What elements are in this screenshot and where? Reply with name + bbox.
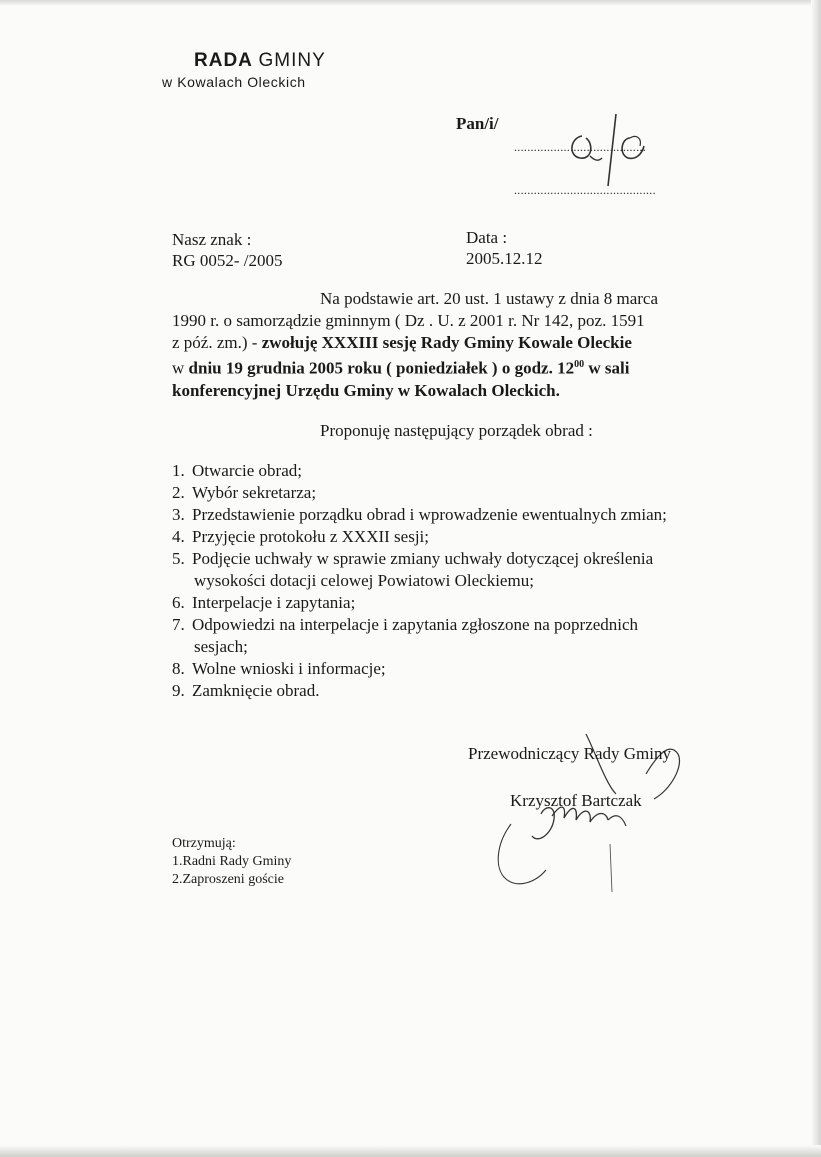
body-line-2: 1990 r. o samorządzie gminnym ( Dz . U. z 2001 r. Nr 142, poz. 1591 — [172, 311, 645, 330]
agenda-item — [172, 592, 772, 614]
session-date-time: dniu 19 grudnia 2005 roku ( poniedziałek ) o godz. 12 — [188, 358, 575, 378]
agenda-item-number: 1. — [172, 461, 185, 480]
agenda-item-number: 8. — [172, 659, 185, 678]
agenda-item-continuation: sesjach; — [194, 637, 248, 656]
agenda-item-text: Interpelacje i zapytania; — [192, 593, 356, 612]
agenda-item — [172, 658, 772, 680]
agenda-item — [172, 504, 772, 526]
addressee-line-1: ........................................ — [514, 140, 646, 154]
agenda-item — [172, 526, 772, 548]
agenda-item-number: 7. — [172, 615, 185, 634]
agenda-item — [172, 460, 772, 482]
agenda-item-number: 3. — [172, 505, 185, 524]
body-line-3-normal: z póź. zm.) - — [172, 333, 262, 352]
agenda-item-text: Zamknięcie obrad. — [192, 681, 320, 700]
letterhead-title — [194, 50, 326, 72]
body-paragraph — [172, 288, 752, 402]
recipients-label: Otrzymują: — [172, 836, 236, 851]
agenda-item-continuation: wysokości dotacji celowej Powiatowi Oleckiemu; — [194, 571, 534, 590]
agenda-item-text: Wybór sekretarza; — [192, 483, 317, 502]
signatory-role: Przewodniczący Rady Gminy — [468, 744, 671, 763]
agenda-item-text: Podjęcie uchwały w sprawie zmiany uchwały dotyczącej określenia — [192, 549, 654, 568]
body-line-4 — [172, 354, 752, 380]
scan-edge-bottom — [0, 1145, 821, 1157]
agenda-item-number: 2. — [172, 483, 185, 502]
scan-edge-right — [811, 0, 821, 1157]
agenda-item-number: 9. — [172, 681, 185, 700]
letterhead-subtitle: w Kowalach Oleckich — [162, 74, 306, 90]
signatory-name: Krzysztof Bartczak — [510, 791, 642, 810]
recipient-item: 1.Radni Rady Gminy — [172, 854, 292, 869]
agenda-item-text: Wolne wnioski i informacje; — [192, 659, 386, 678]
session-time-minutes: 00 — [574, 359, 585, 370]
agenda-item — [172, 482, 772, 504]
recipients-list — [172, 835, 291, 889]
agenda-item-number: 5. — [172, 549, 185, 568]
agenda-item-number: 4. — [172, 527, 185, 546]
letterhead-title-rest: GMINY — [258, 50, 326, 71]
scan-edge-top — [0, 0, 821, 6]
session-venue: konferencyjnej Urzędu Gminy w Kowalach Oleckich. — [172, 380, 560, 400]
agenda-item-text: Przedstawienie porządku obrad i wprowadzenie ewentualnych zmian; — [192, 505, 667, 524]
signature-block — [466, 744, 726, 894]
date-value: 2005.12.12 — [466, 249, 543, 268]
letterhead-title-bold: RADA — [194, 50, 253, 71]
agenda-item-text: Przyjęcie protokołu z XXXII sesji; — [192, 527, 429, 546]
body-line-4-normal: w — [172, 358, 189, 378]
agenda-item-text: Otwarcie obrad; — [192, 461, 302, 480]
session-announcement: zwołuję XXXIII sesję Rady Gminy Kowale Oleckie — [261, 333, 632, 352]
agenda-item-number: 6. — [172, 593, 185, 612]
agenda-intro: Proponuję następujący porządek obrad : — [320, 421, 593, 440]
recipient-item: 2.Zaproszeni goście — [172, 872, 284, 887]
addressee-line-2: ........................................... — [514, 183, 656, 197]
date-label: Data : — [466, 228, 508, 247]
agenda-list — [172, 460, 772, 702]
handwritten-mark — [560, 108, 670, 198]
reference-number: RG 0052- /2005 — [172, 251, 283, 270]
reference-label: Nasz znak : — [172, 230, 252, 249]
body-line-1: Na podstawie art. 20 ust. 1 ustawy z dnia 8 marca — [320, 289, 659, 308]
session-room-start: w sali — [584, 358, 630, 378]
agenda-item-text: Odpowiedzi na interpelacje i zapytania zgłoszone na poprzednich — [192, 615, 639, 634]
body-line-3 — [172, 332, 752, 354]
addressee-label: Pan/i/ — [456, 114, 499, 133]
agenda-item — [172, 548, 772, 592]
agenda-item — [172, 614, 772, 658]
